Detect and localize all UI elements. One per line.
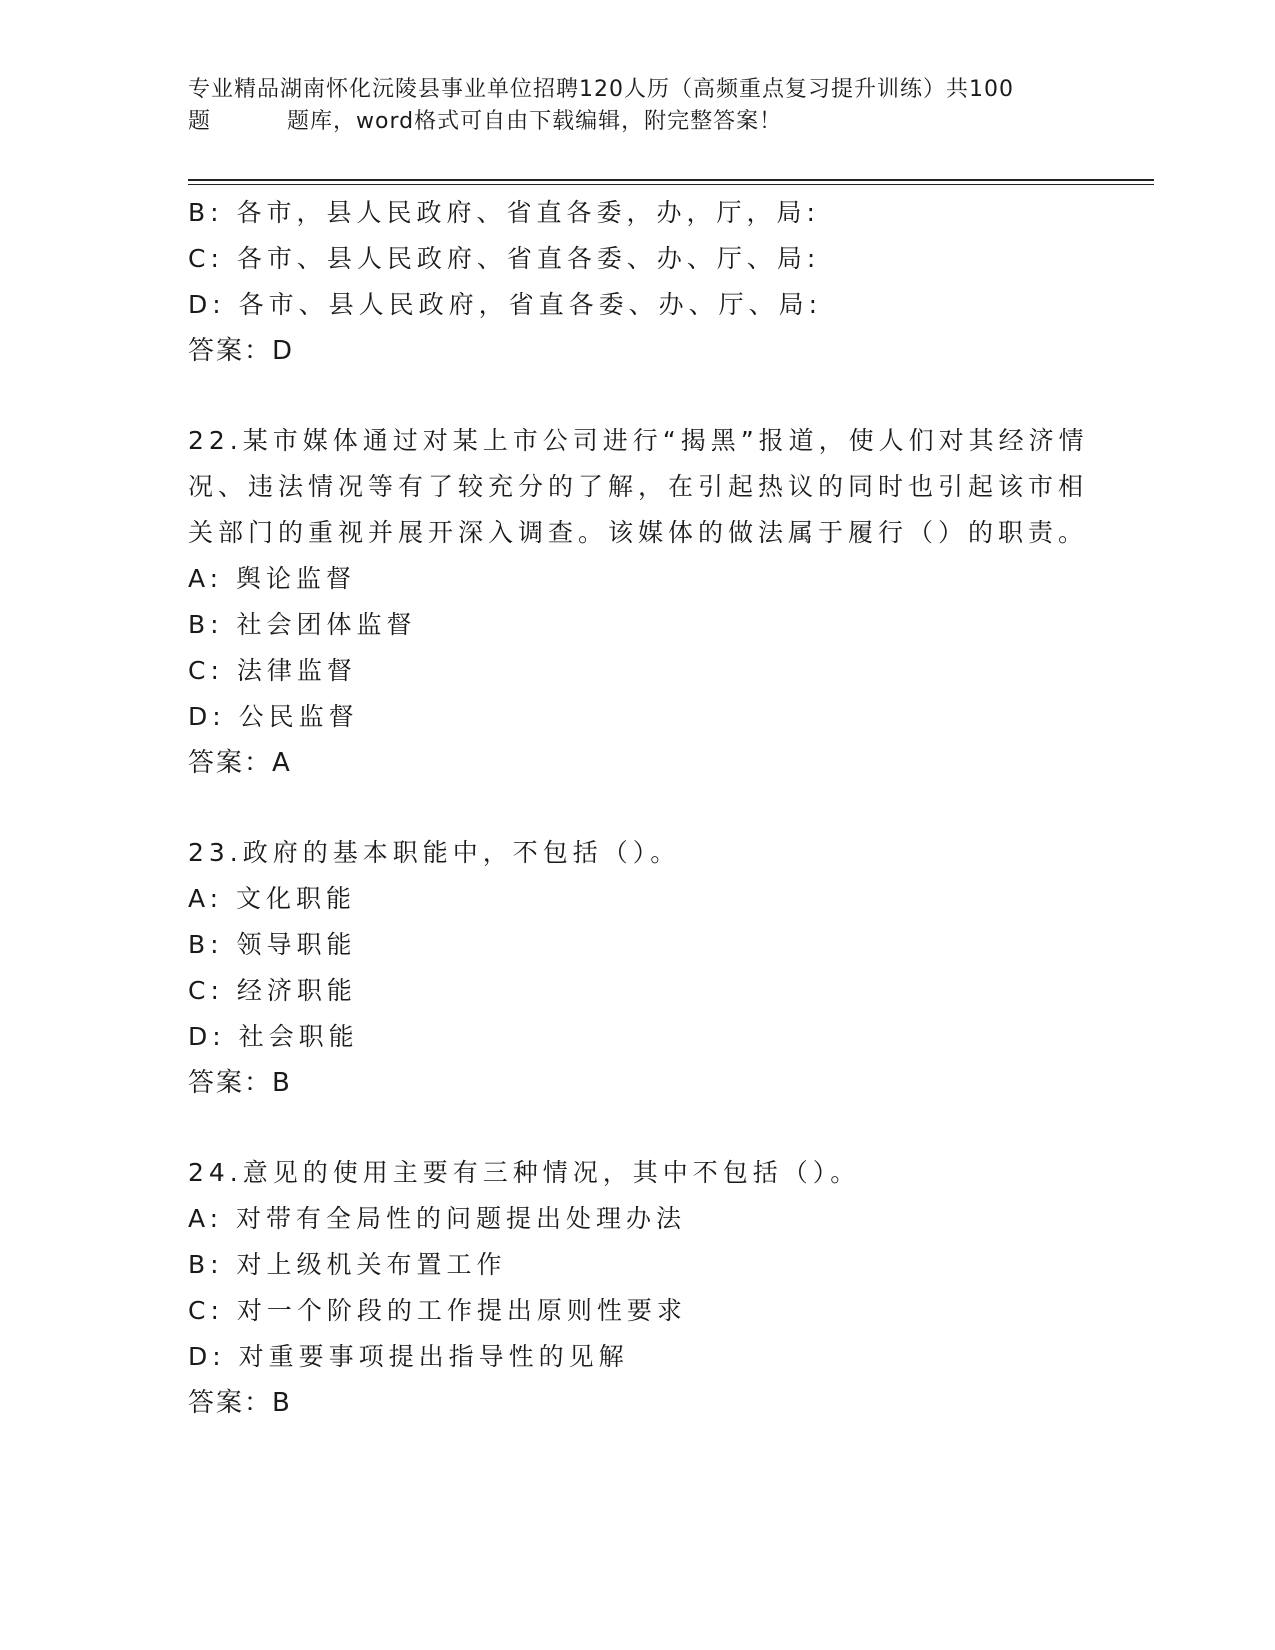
document-header <box>188 74 1088 138</box>
answer-line: 答案：B <box>188 1388 292 1418</box>
header-line-2-left: 题 <box>188 109 212 134</box>
option-a: A: 舆论监督 <box>188 564 357 593</box>
option-b: B: 对上级机关布置工作 <box>188 1250 507 1279</box>
option-c: C: 法律监督 <box>188 656 357 685</box>
option-d: D: 社会职能 <box>188 1022 359 1051</box>
question-stem-line: 关部门的重视并展开深入调查。该媒体的做法属于履行（）的职责。 <box>188 518 1089 547</box>
answer-line: 答案：B <box>188 1068 292 1098</box>
option-b: B: 各市，县人民政府、省直各委，办，厅，局: <box>188 198 820 227</box>
question-stem-line: 24.意见的使用主要有三种情况，其中不包括（）。 <box>188 1158 861 1187</box>
answer-line: 答案：D <box>188 336 295 366</box>
question-stem-line: 23.政府的基本职能中，不包括（）。 <box>188 838 681 867</box>
option-c: C: 各市、县人民政府、省直各委、办、厅、局: <box>188 244 821 273</box>
option-a: A: 对带有全局性的问题提出处理办法 <box>188 1204 687 1233</box>
option-c: C: 经济职能 <box>188 976 357 1005</box>
option-a: A: 文化职能 <box>188 884 357 913</box>
option-b: B: 领导职能 <box>188 930 357 959</box>
option-c: C: 对一个阶段的工作提出原则性要求 <box>188 1296 687 1325</box>
question-spacer <box>188 786 1088 830</box>
question-24 <box>188 1150 1088 1426</box>
header-rule-thick <box>188 179 1154 181</box>
question-stem-line: 22.某市媒体通过对某上市公司进行“揭黑”报道，使人们对其经济情 <box>188 426 1089 455</box>
question-spacer <box>188 374 1088 418</box>
header-line-1: 专业精品湖南怀化沅陵县事业单位招聘120人历（高频重点复习提升训练）共100 <box>188 77 1014 102</box>
question-21-tail <box>188 190 1088 374</box>
question-list <box>188 190 1088 1426</box>
answer-line: 答案：A <box>188 748 292 778</box>
question-spacer <box>188 1106 1088 1150</box>
header-line-2-right: 题库，word格式可自由下载编辑，附完整答案！ <box>287 109 783 134</box>
question-stem-line: 况、违法情况等有了较充分的了解，在引起热议的同时也引起该市相 <box>188 472 1089 501</box>
question-23 <box>188 830 1088 1106</box>
header-rule-thin <box>188 184 1154 185</box>
header-line-2 <box>188 106 1088 138</box>
option-d: D: 对重要事项提出指导性的见解 <box>188 1342 629 1371</box>
question-22 <box>188 418 1088 786</box>
option-d: D: 各市、县人民政府，省直各委、办、厅、局: <box>188 290 823 319</box>
option-d: D: 公民监督 <box>188 702 359 731</box>
option-b: B: 社会团体监督 <box>188 610 417 639</box>
